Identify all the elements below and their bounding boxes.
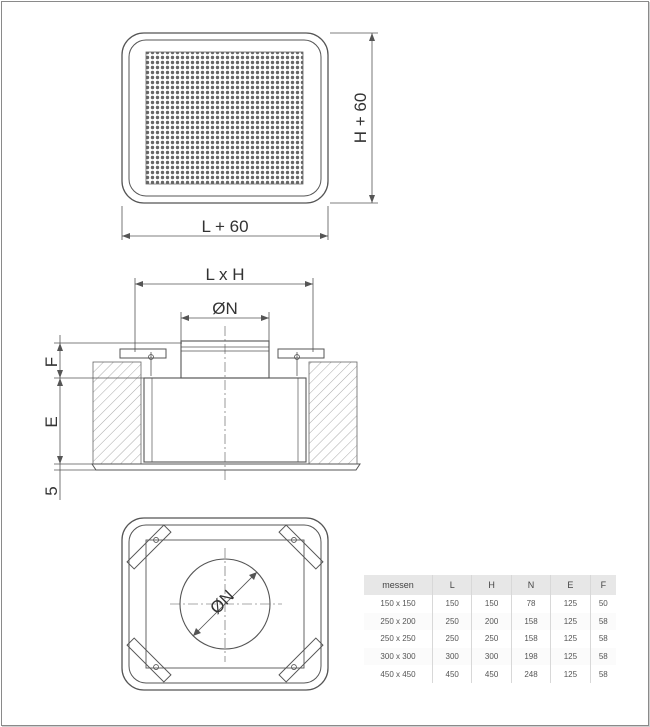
header-messen: messen	[364, 575, 433, 595]
neck-diameter-label: ØN	[212, 299, 238, 318]
table-row	[364, 613, 616, 631]
face-plate	[92, 464, 360, 470]
cell-h: 150	[472, 595, 511, 613]
height-label: H + 60	[351, 92, 370, 144]
cell-f: 58	[598, 634, 608, 644]
cell-l: 300	[433, 648, 472, 666]
cell-e: 125	[551, 665, 590, 683]
cell-size: 250 x 250	[364, 630, 433, 648]
cell-size: 250 x 200	[364, 613, 433, 631]
dim-e-label: E	[42, 416, 61, 428]
table-header-row	[364, 575, 616, 595]
dim-f-label: F	[42, 356, 61, 368]
cell-f: 58	[590, 648, 616, 666]
bracket-top-right	[279, 525, 323, 569]
cell-n: 158	[511, 630, 550, 648]
bracket-bottom-left	[127, 638, 171, 682]
cell-l: 150	[433, 595, 472, 613]
cell-h: 300	[472, 648, 511, 666]
cell-e: 125	[551, 630, 590, 648]
header-l: L	[433, 575, 472, 595]
bracket-bottom-right	[279, 638, 323, 682]
header-f: F	[590, 575, 616, 595]
table-row	[364, 648, 616, 666]
header-n: N	[511, 575, 550, 595]
table-row	[364, 665, 616, 683]
dimensions-table	[364, 575, 616, 683]
table-row	[364, 630, 616, 648]
cell-size: 150 x 150	[364, 595, 433, 613]
section-view	[54, 278, 360, 500]
cell-n: 78	[511, 595, 550, 613]
cell-h: 200	[472, 613, 511, 631]
cell-l: 250	[433, 630, 472, 648]
header-e: E	[551, 575, 590, 595]
ceiling-right	[309, 362, 357, 464]
ceiling-left	[93, 362, 141, 464]
cell-e: 125	[551, 613, 590, 631]
cell-e: 125	[551, 648, 590, 666]
bracket-top-left	[127, 525, 171, 569]
cell-f: 50	[598, 599, 608, 609]
bracket-right	[278, 349, 324, 358]
cell-h: 250	[472, 630, 511, 648]
duct-size-label: L x H	[205, 265, 245, 284]
cell-l: 250	[433, 613, 472, 631]
bottom-neck-label: ØN	[206, 586, 238, 618]
width-label: L + 60	[201, 217, 249, 236]
cell-e: 125	[551, 595, 590, 613]
cell-l: 450	[433, 665, 472, 683]
cell-f: 58	[598, 669, 608, 679]
cell-n: 198	[511, 648, 550, 666]
dim-5-label: 5	[42, 486, 61, 496]
cell-f: 58	[590, 613, 616, 631]
perforated-face	[146, 52, 303, 184]
top-view	[122, 33, 378, 240]
header-h: H	[472, 575, 511, 595]
cell-n: 158	[511, 613, 550, 631]
cell-size: 450 x 450	[364, 665, 433, 683]
cell-n: 248	[511, 665, 550, 683]
cell-h: 450	[472, 665, 511, 683]
table-row	[364, 595, 616, 613]
bracket-left	[120, 349, 166, 358]
cell-size: 300 x 300	[364, 648, 433, 666]
